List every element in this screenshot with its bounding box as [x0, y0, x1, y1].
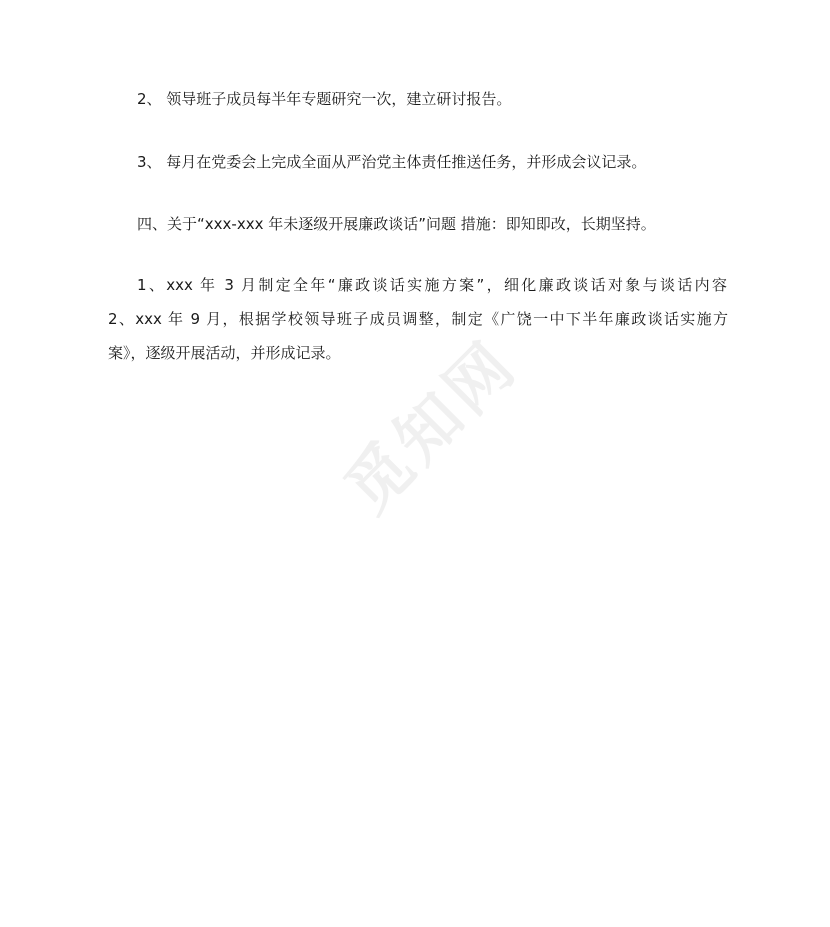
paragraph-measure-2-continued: 案》，逐级开展活动，并形成记录。	[108, 344, 341, 362]
watermark: 觅知网	[331, 326, 533, 528]
paragraph-item-3: 3、 每月在党委会上完成全面从严治党主体责任推送任务，并形成会议记录。	[137, 153, 647, 171]
paragraph-item-2: 2、 领导班子成员每半年专题研究一次，建立研讨报告。	[137, 90, 512, 108]
paragraph-measure-1: 1、xxx 年 3 月制定全年“廉政谈话实施方案”，细化廉政谈话对象与谈话内容	[137, 276, 727, 294]
paragraph-measure-2: 2、xxx 年 9 月，根据学校领导班子成员调整，制定《广饶一中下半年廉政谈话实施方	[108, 310, 728, 328]
section-heading-four: 四、关于“xxx-xxx 年未逐级开展廉政谈话”问题 措施：即知即改，长期坚持。	[137, 215, 656, 233]
